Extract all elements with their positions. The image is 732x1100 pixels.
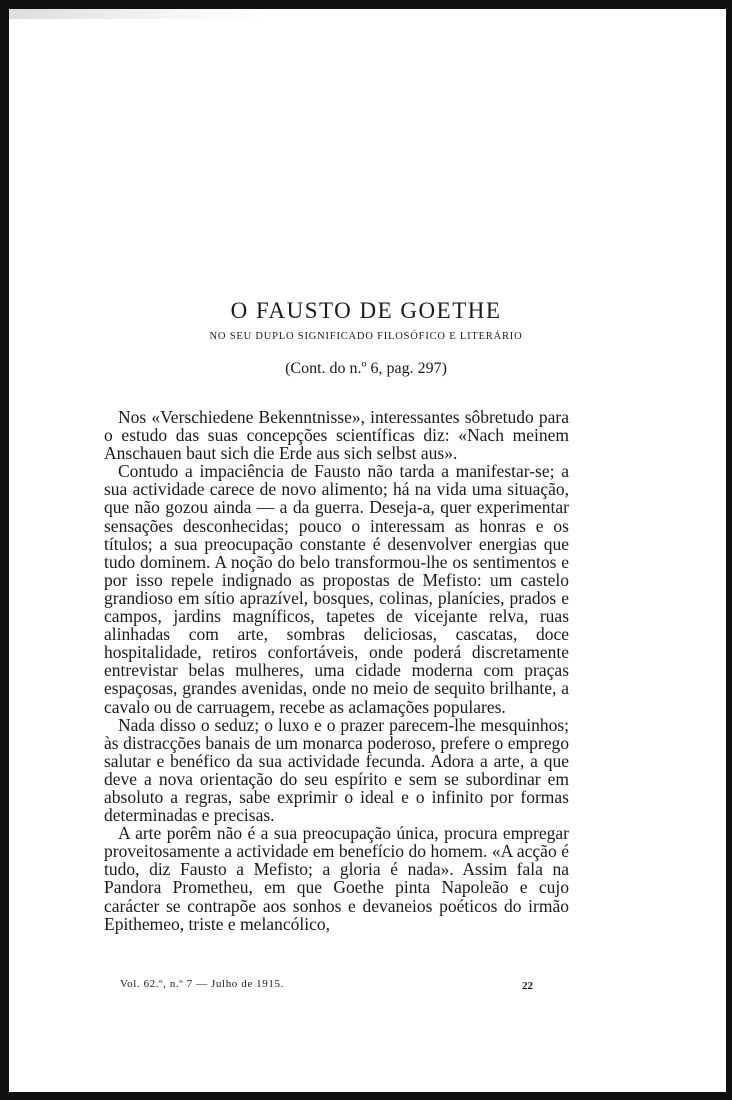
article-body <box>104 408 569 933</box>
scan-border-top <box>0 0 732 9</box>
article-title: O FAUSTO DE GOETHE <box>230 298 502 324</box>
footer-signature-mark: 22 <box>522 980 533 992</box>
scan-border-right <box>726 0 732 1100</box>
footer-volume-line: Vol. 62.º, n.º 7 — Julho de 1915. <box>120 978 284 990</box>
scan-border-left <box>0 0 9 1100</box>
paragraph: A arte porêm não é a sua preocupação única, procura empregar proveitosamente a actividade em benefício do homem. «A acção é tudo, diz Fausto a Mefisto; a gloria é nada». Assim fala na Pandora Prometheu, em que Goethe pinta Napoleão e cujo carácter se contrapõe aos sonhos e devaneios poéticos do irmão Epithemeo, triste e melancólico, <box>104 823 569 934</box>
paragraph: Nos «Verschiedene Bekenntnisse», interessantes sôbretudo para o estudo das suas concepções scientíficas diz: «Nach meinem Anschauen baut sich die Erde aus sich selbst aus». <box>104 407 569 464</box>
paragraph: Contudo a impaciência de Fausto não tarda a manifestar-se; a sua actividade carece de novo alimento; há na vida uma situação, que não gozou ainda — a da guerra. Deseja-a, quer experimentar sensações desconhecidas; pouco o interessam as honras e os títulos; a sua preocupação constante é desenvolver energias que tudo dominem. A noção do belo transformou-lhe os sentimentos e por isso repele indignado as propostas de Mefisto: um castelo grandioso em sítio aprazível, bosques, colinas, planícies, prados e campos, jardins magníficos, tapetes de vicejante relva, ruas alinhadas com arte, sombras deliciosas, cascatas, doce hospitalidade, retiros confortáveis, onde poderá discretamente entrevistar belas mulheres, uma cidade moderna com praças espaçosas, grandes avenidas, onde no meio de sequito brilhante, a cavalo ou de carruagem, recebe as aclamações populares. <box>104 461 569 717</box>
scan-shadow <box>9 9 269 19</box>
paragraph: Nada disso o seduz; o luxo e o prazer parecem-lhe mesquinhos; às distracções banais de um monarca poderoso, prefere o emprego salutar e benéfico da sua actividade fecunda. Adora a arte, a que deve a nova orientação do seu espírito e sem se subordinar em absoluto a regras, sabe exprimir o ideal e o infinito por formas determinadas e precisas. <box>104 714 569 826</box>
continuation-note: (Cont. do n.º 6, pag. 297) <box>285 360 447 377</box>
scan-border-bottom <box>0 1092 732 1100</box>
article-subtitle: NO SEU DUPLO SIGNIFICADO FILOSÓFICO E LITERÁRIO <box>209 331 523 342</box>
